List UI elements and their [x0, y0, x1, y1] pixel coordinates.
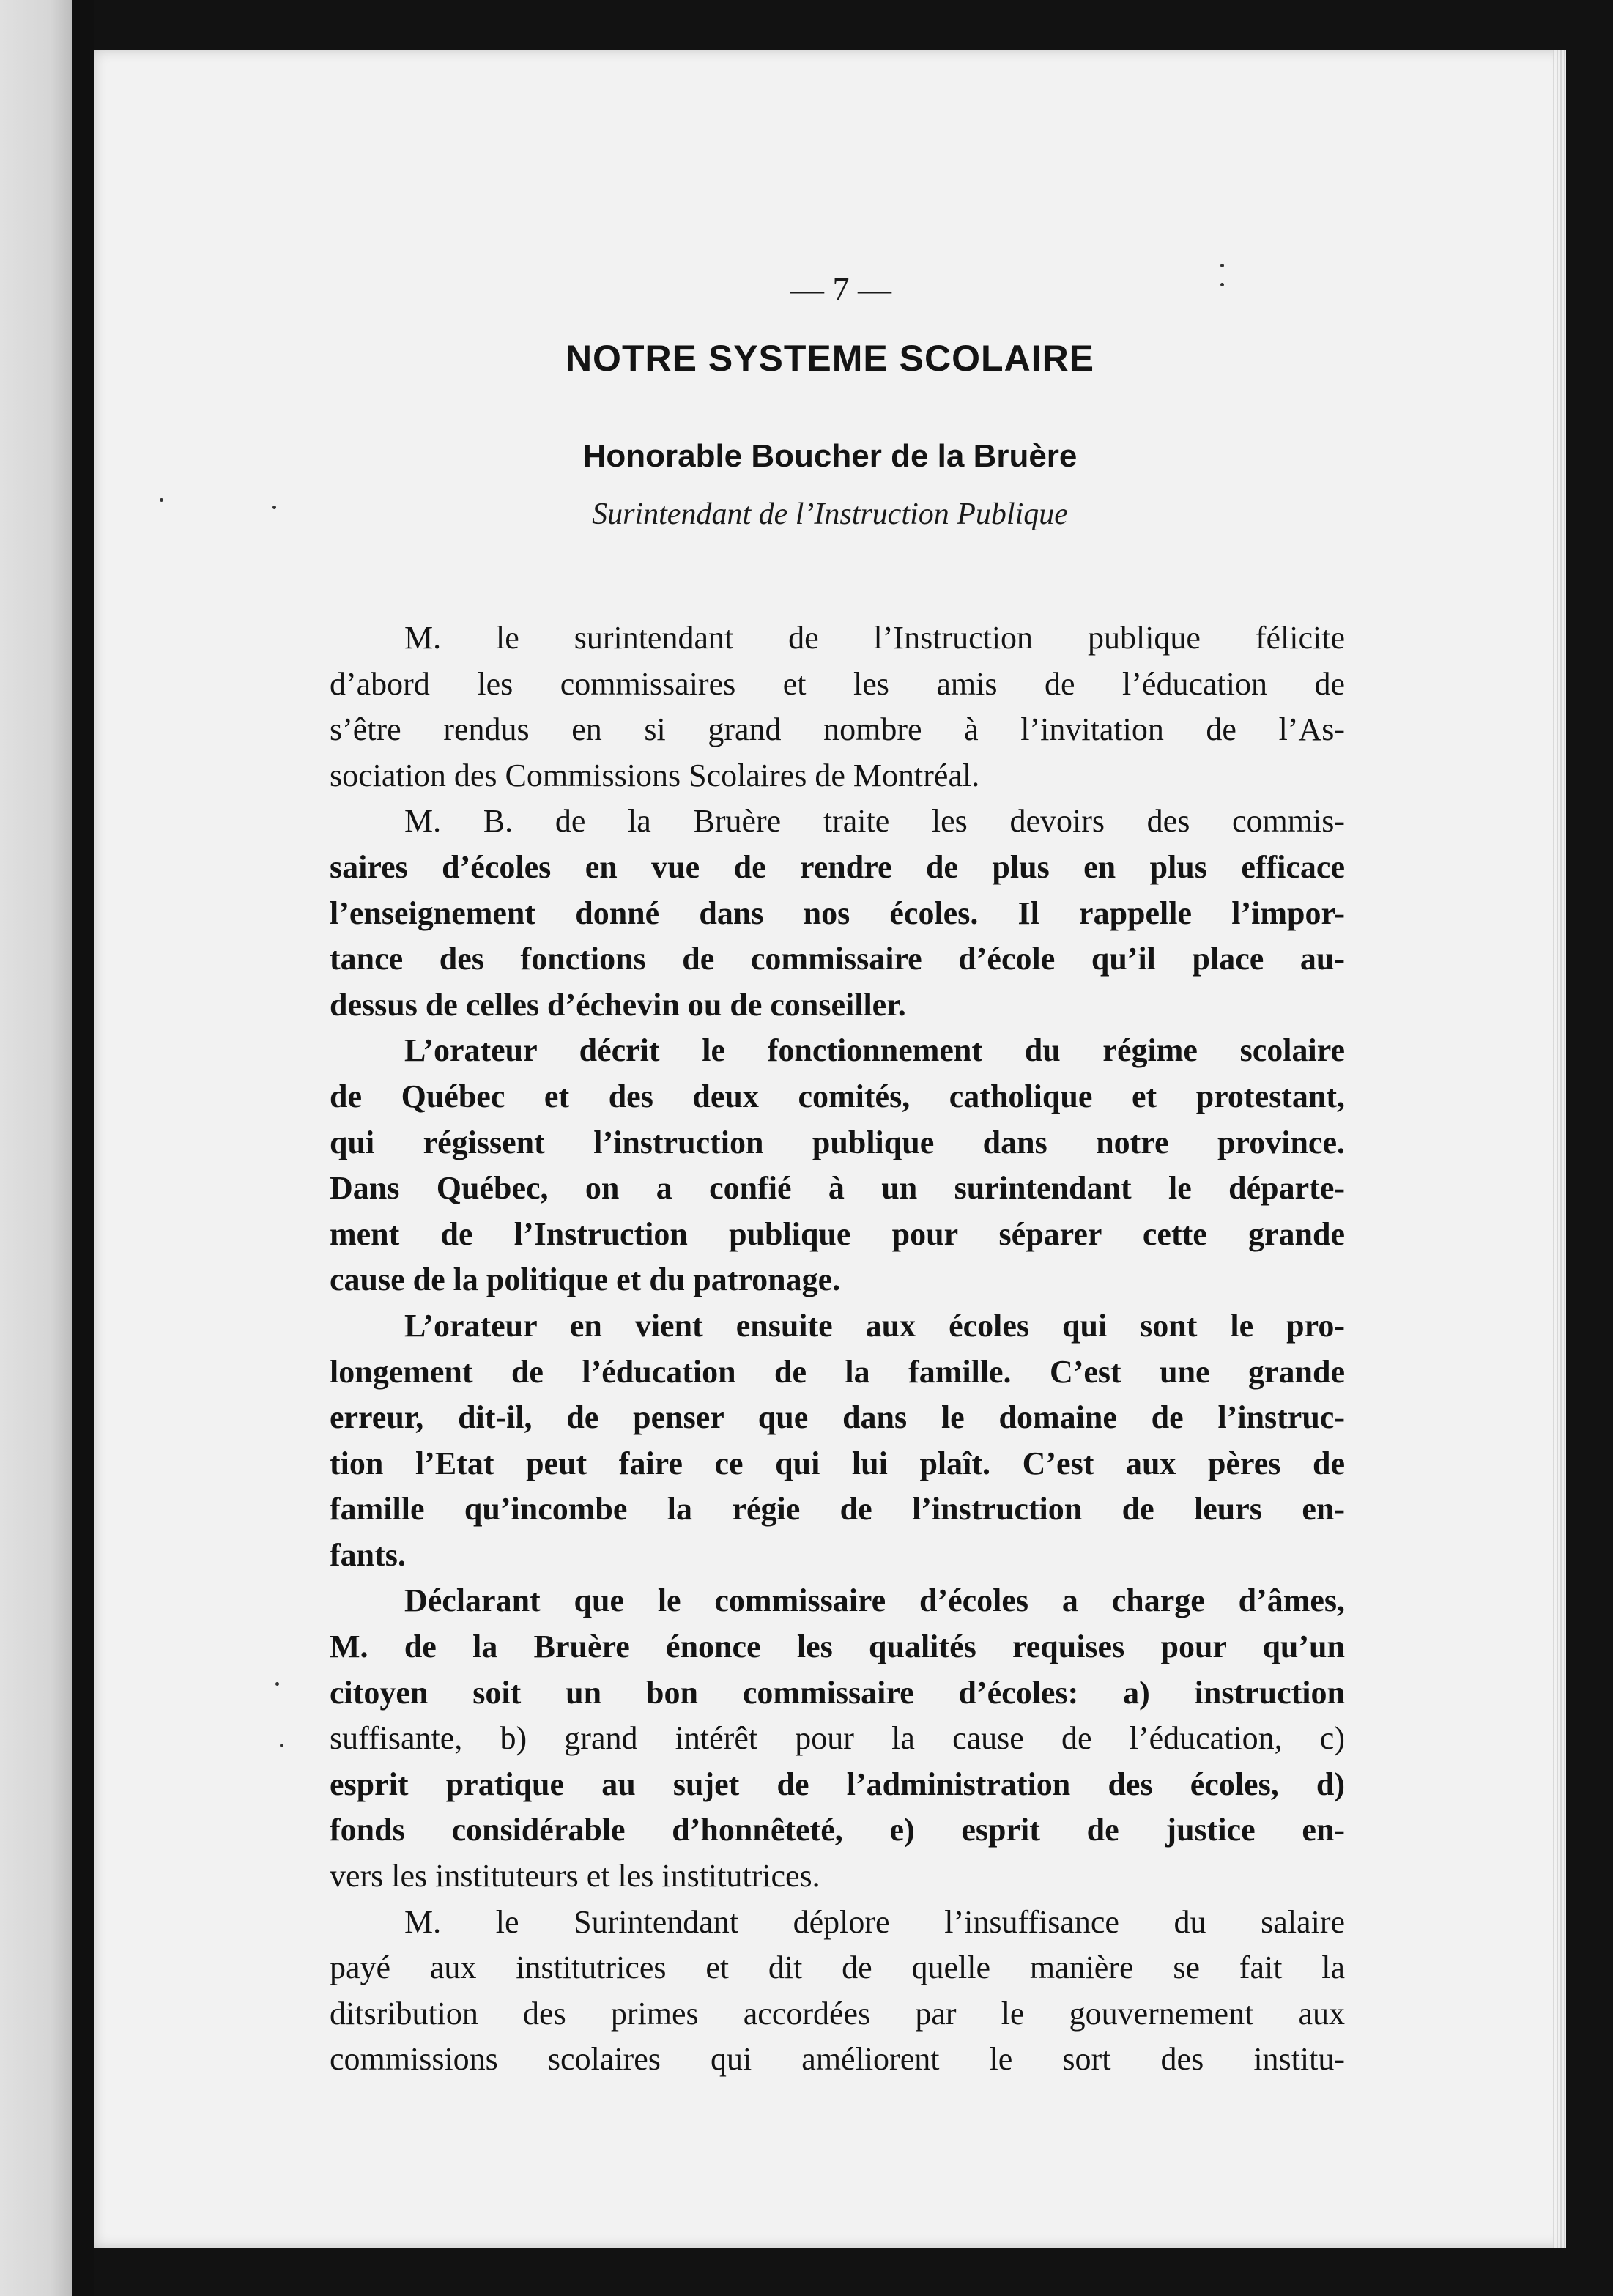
- text-line: fonds considérable d’honnêteté, e) esprit de justice en-: [330, 1812, 1345, 1848]
- facing-page-edge: [0, 0, 72, 2296]
- text-line: M. B. de la Bruère traite les devoirs des commis-: [404, 803, 1345, 840]
- text-line: cause de la politique et du patronage.: [330, 1262, 841, 1298]
- text-line: L’orateur décrit le fonctionnement du régime scolaire: [404, 1032, 1345, 1069]
- text-line: payé aux institutrices et dit de quelle manière se fait la: [330, 1949, 1345, 1986]
- author-role: Surintendant de l’Instruction Publique: [592, 497, 1068, 531]
- page-edge-lines: [1553, 50, 1566, 2248]
- text-line: Dans Québec, on a confié à un surintendant le départe-: [330, 1170, 1345, 1207]
- text-line: d’abord les commissaires et les amis de l’éducation de: [330, 665, 1345, 702]
- text-line: fants.: [330, 1536, 406, 1573]
- text-line: longement de l’éducation de la famille. C’est une grande: [330, 1353, 1345, 1390]
- text-line: sociation des Commissions Scolaires de Montréal.: [330, 757, 980, 793]
- text-line: tance des fonctions de commissaire d’école qu’il place au-: [330, 941, 1345, 977]
- scan-speck: [280, 1744, 283, 1747]
- book-spine-shadow: [72, 0, 94, 2296]
- text-line: M. le surintendant de l’Instruction publique félicite: [404, 620, 1345, 656]
- author-name: Honorable Boucher de la Bruère: [582, 438, 1078, 474]
- text-line: M. de la Bruère énonce les qualités requises pour qu’un: [330, 1629, 1345, 1665]
- text-line: citoyen soit un bon commissaire d’écoles: a) instruction: [330, 1674, 1345, 1711]
- text-line: vers les instituteurs et les institutrices.: [330, 1858, 820, 1895]
- text-line: tion l’Etat peut faire ce qui lui plaît. C’est aux pères de: [330, 1445, 1345, 1481]
- text-line: L’orateur en vient ensuite aux écoles qui sont le pro-: [404, 1307, 1345, 1344]
- text-line: esprit pratique au sujet de l’administration des écoles, d): [330, 1766, 1345, 1802]
- text-line: s’être rendus en si grand nombre à l’invitation de l’As-: [330, 711, 1345, 748]
- page-number-text: — 7 —: [790, 270, 891, 308]
- text-line: de Québec et des deux comités, catholique et protestant,: [330, 1078, 1345, 1114]
- article-body: [330, 615, 1345, 2083]
- text-line: qui régissent l’instruction publique dans notre province.: [330, 1124, 1345, 1160]
- scan-speck: [275, 1682, 279, 1686]
- text-line: M. le Surintendant déplore l’insuffisance du salaire: [404, 1903, 1345, 1940]
- right-background: [1566, 44, 1613, 2271]
- page-number: [94, 270, 1566, 308]
- scan-speck: [1220, 264, 1224, 267]
- text-line: Déclarant que le commissaire d’écoles a charge d’âmes,: [404, 1582, 1345, 1619]
- scan-speck: [272, 506, 276, 509]
- text-line: saires d’écoles en vue de rendre de plus en plus efficace: [330, 848, 1345, 885]
- text-line: commissions scolaires qui améliorent le sort des institu-: [330, 2041, 1345, 2078]
- text-line: dessus de celles d’échevin ou de conseiller.: [330, 986, 906, 1023]
- page: [94, 50, 1566, 2248]
- text-line: erreur, dit-il, de penser que dans le domaine de l’instruc-: [330, 1399, 1345, 1436]
- text-line: famille qu’incombe la régie de l’instruction de leurs en-: [330, 1491, 1345, 1527]
- scan-speck: [160, 498, 163, 502]
- text-line: ditsribution des primes accordées par le gouvernement aux: [330, 1995, 1345, 2032]
- text-line: l’enseignement donné dans nos écoles. Il rappelle l’impor-: [330, 895, 1345, 931]
- text-line: suffisante, b) grand intérêt pour la cause de l’éducation, c): [330, 1720, 1345, 1757]
- text-line: ment de l’Instruction publique pour séparer cette grande: [330, 1215, 1345, 1252]
- scan-speck: [1220, 283, 1224, 286]
- article-title: NOTRE SYSTEME SCOLAIRE: [565, 338, 1095, 379]
